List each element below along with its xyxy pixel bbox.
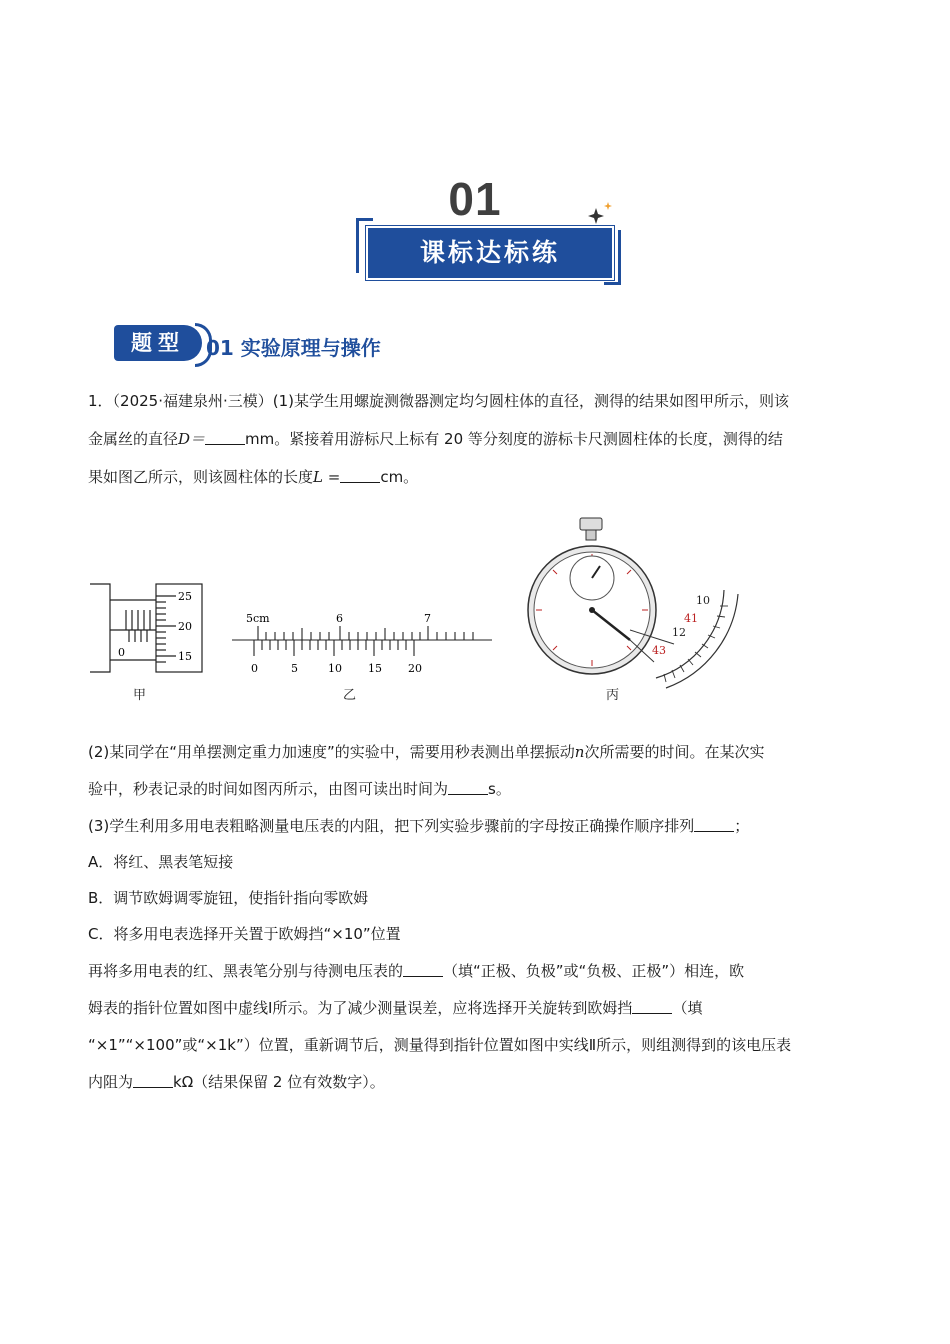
caliper-main-label: 7 — [424, 612, 431, 625]
caliper-figure — [230, 608, 496, 678]
caliper-vernier-label: 0 — [251, 662, 258, 675]
part2-line-1: (2)某同学在“用单摆测定重力加速度”的实验中，需要用秒表测出单摆振动n次所需要的时间。在某次实 — [88, 743, 765, 761]
option-c: C．将多用电表选择开关置于欧姆挡“×10”位置 — [88, 925, 401, 943]
answer-blank-range[interactable] — [632, 997, 672, 1014]
question-line-1: 1．（2025·福建泉州·三模）(1)某学生用螺旋测微器测定均匀圆柱体的直径，测得的结果如图甲所示，则该 — [88, 392, 790, 410]
stopwatch-arc-label: 12 — [672, 626, 686, 639]
caliper-main-label: 5cm — [246, 612, 270, 625]
caliper-vernier-label: 15 — [368, 662, 382, 675]
section-number: 01 — [448, 173, 502, 225]
caliper-vernier-label: 10 — [328, 662, 342, 675]
caption-yi: 乙 — [343, 688, 357, 703]
part3-line-7: 内阻为 kΩ（结果保留 2 位有效数字）。 — [88, 1073, 385, 1091]
answer-blank-polarity[interactable] — [403, 960, 443, 977]
answer-blank-diameter[interactable] — [205, 428, 245, 445]
micrometer-figure — [86, 580, 216, 680]
type-badge: 题型 — [114, 325, 202, 361]
micrometer-tick-label: 25 — [178, 590, 192, 603]
part2-line-2: 验中，秒表记录的时间如图丙所示，由图可读出时间为 s。 — [88, 780, 511, 798]
caliper-main-label: 6 — [336, 612, 343, 625]
stopwatch-arc-label: 43 — [652, 644, 666, 657]
part3-line-4: 再将多用电表的红、黑表笔分别与待测电压表的 （填“正极、负极”或“负极、正极”）相连，欧 — [88, 962, 745, 980]
micrometer-tick-label: 20 — [178, 620, 192, 633]
answer-blank-length[interactable] — [340, 466, 380, 483]
part3-line: (3)学生利用多用电表粗略测量电压表的内阻，把下列实验步骤前的字母按正确操作顺序排列 ； — [88, 817, 750, 835]
question-line-2: 金属丝的直径D＝ mm。紧接着用游标尺上标有 20 等分刻度的游标卡尺测圆柱体的长度，测得的结 — [88, 430, 783, 448]
stopwatch-arc-label: 10 — [696, 594, 710, 607]
option-b: B．调节欧姆调零旋钮，使指针指向零欧姆 — [88, 889, 369, 907]
caption-jia: 甲 — [133, 688, 147, 703]
question-line-3: 果如图乙所示，则该圆柱体的长度L = cm。 — [88, 468, 419, 486]
option-a: A．将红、黑表笔短接 — [88, 853, 234, 871]
answer-blank-time[interactable] — [448, 778, 488, 795]
stopwatch-arc-label: 41 — [684, 612, 698, 625]
caliper-vernier-label: 5 — [291, 662, 298, 675]
answer-blank-order[interactable] — [694, 815, 734, 832]
micrometer-tick-label: 15 — [178, 650, 192, 663]
sparkle-icon — [588, 200, 614, 226]
caliper-vernier-label: 20 — [408, 662, 422, 675]
part3-line-6: “×1”“×100”或“×1k”）位置，重新调节后，测量得到指针位置如图中实线Ⅱ所示，则组测得到的该电压表 — [88, 1036, 792, 1054]
stopwatch-figure — [526, 512, 750, 694]
caption-bing: 丙 — [606, 688, 620, 703]
section-banner: 课标达标练 — [366, 226, 614, 280]
section-title: 01 实验原理与操作 — [206, 336, 381, 360]
answer-blank-resistance[interactable] — [133, 1071, 173, 1088]
micrometer-zero-label: 0 — [118, 646, 125, 659]
part3-line-5: 姆表的指针位置如图中虚线Ⅰ所示。为了减少测量误差，应将选择开关旋转到欧姆挡 （填 — [88, 999, 703, 1017]
